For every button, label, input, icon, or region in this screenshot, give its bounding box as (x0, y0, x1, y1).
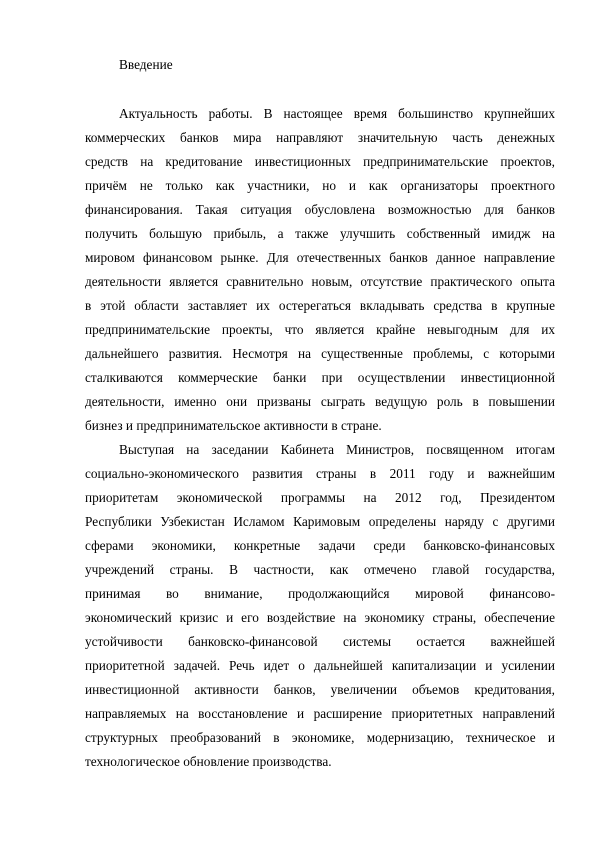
paragraph-line: деятельности является сравнительно новым, отсутствие практического опыта (85, 274, 555, 289)
paragraph (85, 105, 555, 441)
paragraph-line: коммерческих банков мира направляют значительную часть денежных (85, 130, 555, 145)
paragraph-line: приоритетам экономической программы на 2012 год, Президентом (85, 490, 555, 505)
document-body (85, 105, 555, 777)
paragraph-line: Выступая на заседании Кабинета Министров, посвященном итогам (119, 442, 555, 457)
paragraph-line: устойчивости банковско-финансовой системы остается важнейшей (85, 634, 555, 649)
paragraph-line: принимая во внимание, продолжающийся мировой финансово- (85, 586, 555, 601)
paragraph-line: учреждений страны. В частности, как отмечено главой государства, (85, 562, 555, 577)
paragraph-line: Республики Узбекистан Исламом Каримовым определены наряду с другими (85, 514, 555, 529)
paragraph-line: мировом финансовом рынке. Для отечественных банков данное направление (85, 250, 555, 265)
paragraph-line: технологическое обновление производства. (85, 754, 332, 769)
paragraph-line: в этой области заставляет их остерегаться вкладывать средства в крупные (85, 298, 555, 313)
paragraph (85, 441, 555, 777)
paragraph-line: финансирования. Такая ситуация обусловлена возможностью для банков (85, 202, 555, 217)
paragraph-line: приоритетной задачей. Речь идет о дальнейшей капитализации и усилении (85, 658, 555, 673)
paragraph-line: экономический кризис и его воздействие на экономику страны, обеспечение (85, 610, 555, 625)
paragraph-line: бизнез и предпринимательское активности в стране. (85, 418, 382, 433)
paragraph-line: инвестиционной активности банков, увеличении объемов кредитования, (85, 682, 555, 697)
paragraph-line: сталкиваются коммерческие банки при осуществлении инвестиционной (85, 370, 555, 385)
paragraph-line: средств на кредитование инвестиционных предпринимательские проектов, (85, 154, 555, 169)
paragraph-line: структурных преобразований в экономике, модернизацию, техническое и (85, 730, 555, 745)
paragraph-line: деятельности, именно они призваны сыграть ведущую роль в повышении (85, 394, 555, 409)
paragraph-line: предпринимательские проекты, что является крайне невыгодным для их (85, 322, 555, 337)
paragraph-line: направляемых на восстановление и расширение приоритетных направлений (85, 706, 555, 721)
paragraph-line: получить большую прибыль, а также улучшить собственный имидж на (85, 226, 555, 241)
paragraph-line: причём не только как участники, но и как организаторы проектного (85, 178, 555, 193)
paragraph-line: Актуальность работы. В настоящее время большинство крупнейших (119, 106, 555, 121)
paragraph-line: сферами экономики, конкретные задачи среди банковско-финансовых (85, 538, 555, 553)
section-heading: Введение (119, 57, 173, 72)
paragraph-line: социально-экономического развития страны в 2011 году и важнейшим (85, 466, 555, 481)
paragraph-line: дальнейшего развития. Несмотря на существенные проблемы, с которыми (85, 346, 555, 361)
